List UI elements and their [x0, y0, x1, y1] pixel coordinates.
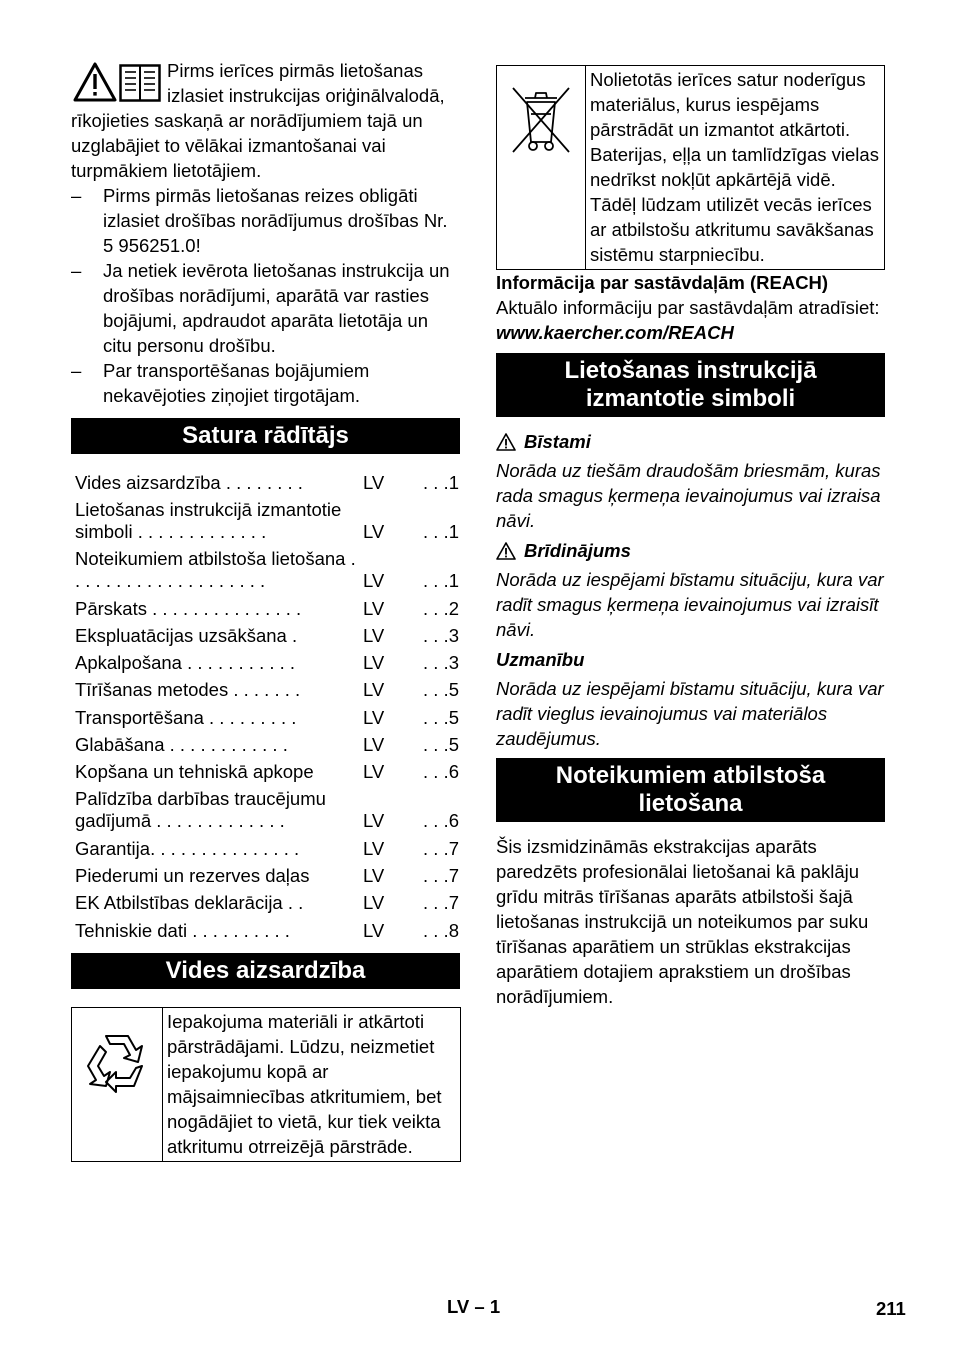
- symbols-heading: Lietošanas instrukcijā izmantotie simboli: [496, 353, 885, 417]
- toc-row[interactable]: Garantija. . . . . . . . . . . . . . . LV . . .7: [75, 837, 459, 859]
- warning-triangle-icon: [496, 542, 516, 560]
- toc-row[interactable]: Palīdzība darbības traucējumu gadījumā . . . . . . . . . . . . . LV . . .6: [75, 788, 459, 832]
- list-item: – Pirms pirmās lietošanas reizes obligāti izlasiet drošības norādījumus drošības Nr. 5 956251.0!: [71, 183, 460, 258]
- toc-row[interactable]: EK Atbilstības deklarācija . . LV . . .7: [75, 892, 459, 914]
- intended-use-heading: Noteikumiem atbilstoša lietošana: [496, 758, 885, 822]
- reach-title: Informācija par sastāvdaļām (REACH): [496, 272, 829, 293]
- caution-heading: Uzmanību: [496, 649, 585, 670]
- list-item: – Ja netiek ievērota lietošanas instrukcija un drošības norādījumi, aparātā var rasties bojājumi, apdraudot aparāta lietotāja un citu personu drošību.: [71, 258, 460, 358]
- intro-paragraph: [71, 58, 460, 183]
- toc-row[interactable]: Lietošanas instrukcijā izmantotie simboli . . . . . . . . . . . . . LV . . .1: [75, 499, 459, 543]
- warning-text: Norāda uz iespējami bīstamu situāciju, kura var radīt smagus ķermeņa ievainojumus vai izraisīt nāvi.: [496, 569, 884, 640]
- toc-row[interactable]: Noteikumiem atbilstoša lietošana . . . . . . . . . . . . . . . . . . . . LV . . .1: [75, 548, 459, 592]
- recycling-box: [71, 1007, 461, 1162]
- recycling-icon-cell: [72, 1008, 163, 1161]
- toc-row[interactable]: Apkalpošana . . . . . . . . . . . LV . . .3: [75, 652, 459, 674]
- footer-language-page: LV – 1: [447, 1296, 501, 1317]
- toc-row[interactable]: Transportēšana . . . . . . . . . LV . . .5: [75, 706, 459, 728]
- reach-link[interactable]: www.kaercher.com/REACH: [496, 322, 734, 343]
- recycling-text: Iepakojuma materiāli ir atkārtoti pārstrādājami. Lūdzu, neizmetiet iepakojumu kopā ar mājsaimniecības atkritumiem, bet nogādājiet to vietā, kur tiek veikta atkritumu otrreizējā pārstrāde.: [167, 1010, 442, 1157]
- warning-triangle-icon: [73, 62, 117, 102]
- toc-row[interactable]: Vides aizsardzība . . . . . . . . LV . . .1: [75, 472, 459, 494]
- toc-row[interactable]: Tehniskie dati . . . . . . . . . . LV . . .8: [75, 919, 459, 941]
- left-column: [71, 58, 460, 1162]
- recycling-icon: [80, 1026, 154, 1100]
- toc-row[interactable]: Tīrīšanas metodes . . . . . . . LV . . .5: [75, 679, 459, 701]
- weee-icon-cell: [497, 66, 586, 269]
- table-of-contents: [71, 470, 460, 945]
- reach-text: Aktuālo informāciju par sastāvdaļām atradīsiet:: [496, 297, 880, 318]
- weee-box: [496, 65, 885, 270]
- intended-use-text: Šis izsmidzināmās ekstrakcijas aparāts paredzēts profesionālai lietošanai kā paklāju grīdu mitrās tīrīšanas aparāts atbilstoši šajā lietošanas instrukcijā un noteikumos par suku tīrīšanas aparātiem un strūklas ekstrakcijas aparātiem dotajiem aprakstiem un drošības norādījumiem.: [496, 836, 869, 1007]
- intro-icons: [71, 58, 163, 106]
- toc-row[interactable]: Glabāšana . . . . . . . . . . . . LV . . .5: [75, 734, 459, 756]
- toc-heading: Satura rādītājs: [71, 418, 460, 454]
- safety-bullets: [71, 183, 460, 408]
- toc-row[interactable]: Kopšana un tehniskā apkope LV . . .6: [75, 761, 459, 783]
- crossed-bin-icon: [509, 82, 573, 158]
- danger-heading: Bīstami: [496, 429, 885, 454]
- list-item: – Par transportēšanas bojājumiem nekavējoties ziņojiet tirgotājam.: [71, 358, 460, 408]
- toc-row[interactable]: Ekspluatācijas uzsākšana . LV . . .3: [75, 624, 459, 646]
- weee-text: Nolietotās ierīces satur noderīgus materiālus, kurus iespējams pārstrādāt un izmantot atkārtoti. Baterijas, eļļa un tamlīdzīgas vielas nedrīkst nokļūt apkārtējā vidē. Tādēļ lūdzam utilizēt vecās ierīces ar atbilstošu atkritumu savākšanas sistēmu starpniecību.: [590, 69, 879, 265]
- intro-text: Pirms ierīces pirmās lietošanas izlasiet instrukcijas oriģinālvalodā, rīkojieties saskaņā ar norādījumiem tajā un uzglabājiet to vēlākai izmantošanai vai turpmākiem lietotājiem.: [71, 60, 445, 181]
- danger-text: Norāda uz tiešām draudošām briesmām, kuras rada smagus ķermeņa ievainojumus vai izraisa nāvi.: [496, 460, 881, 531]
- toc-row[interactable]: Pārskats . . . . . . . . . . . . . . . LV . . .2: [75, 597, 459, 619]
- toc-row[interactable]: Piederumi un rezerves daļas LV . . .7: [75, 864, 459, 886]
- caution-text: Norāda uz iespējami bīstamu situāciju, kura var radīt vieglus ievainojumus vai materiālos zaudējumus.: [496, 678, 884, 749]
- page-number: 211: [876, 1298, 906, 1319]
- manual-book-icon: [119, 64, 161, 102]
- right-column: [496, 58, 885, 1009]
- warning-heading: Brīdinājums: [496, 538, 885, 563]
- environment-heading: Vides aizsardzība: [71, 953, 460, 989]
- warning-triangle-icon: [496, 433, 516, 451]
